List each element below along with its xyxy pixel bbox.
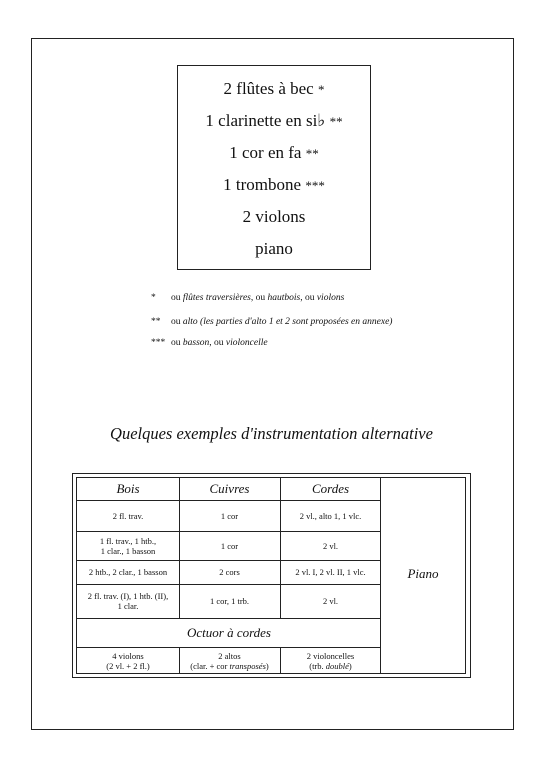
header-bois: Bois [116,481,140,496]
table-cell: 2 fl. trav. [112,510,144,521]
instrument-line-clarinet: 1 clarinette en si♭ ** [205,111,343,130]
table-cell: 4 violons (2 vl. + 2 fl.) [106,650,150,671]
table-cell: 2 cors [219,567,240,577]
table-cell: 1 cor [220,540,239,551]
instrument-line-trombone: 1 trombone *** [223,175,325,194]
instrument-line-violins: 2 violons [242,207,306,226]
footnote-1: * ou flûtes traversières, ou hautbois, ou violons [151,293,345,303]
table-cell: 2 vl. I, 2 vl. II, 1 vlc. [295,567,366,577]
table-cell: 2 altos (clar. + cor transposés) [190,650,269,671]
header-cordes: Cordes [311,481,350,496]
instrument-line-piano: piano [255,239,293,258]
instrumentation-table [72,473,471,678]
table-cell: 2 fl. trav. (I), 1 htb. (II), 1 clar. [87,591,169,611]
table-main-grid [76,477,381,674]
table-cell: 2 vl. [322,596,339,606]
alternatives-title: Quelques exemples d'instrumentation alternative [110,424,433,443]
table-cell: 1 cor [220,510,239,521]
table-cell: 2 vl., alto 1, 1 vlc. [299,510,362,521]
footnote-2: ** ou alto (les parties d'alto 1 et 2 sont proposées en annexe) [151,317,393,327]
table-cell: 2 vl. [322,540,339,551]
octet-header: Octuor à cordes [186,624,271,640]
table-cell: 1 cor, 1 trb. [209,596,250,606]
footnote-3: *** ou basson, ou violoncelle [151,338,268,348]
piano-label: Piano [407,566,439,581]
piano-cell [381,477,466,674]
header-cuivres: Cuivres [209,481,250,496]
instrumentation-box [177,65,371,270]
instrument-line-flutes: 2 flûtes à bec * [223,79,325,98]
table-cell: 2 violoncelles (trb. doublé) [306,650,355,671]
instrument-line-horn: 1 cor en fa ** [229,143,319,162]
table-cell: 1 fl. trav., 1 htb., 1 clar., 1 basson [99,535,157,556]
table-cell: 2 htb., 2 clar., 1 basson [88,567,168,577]
